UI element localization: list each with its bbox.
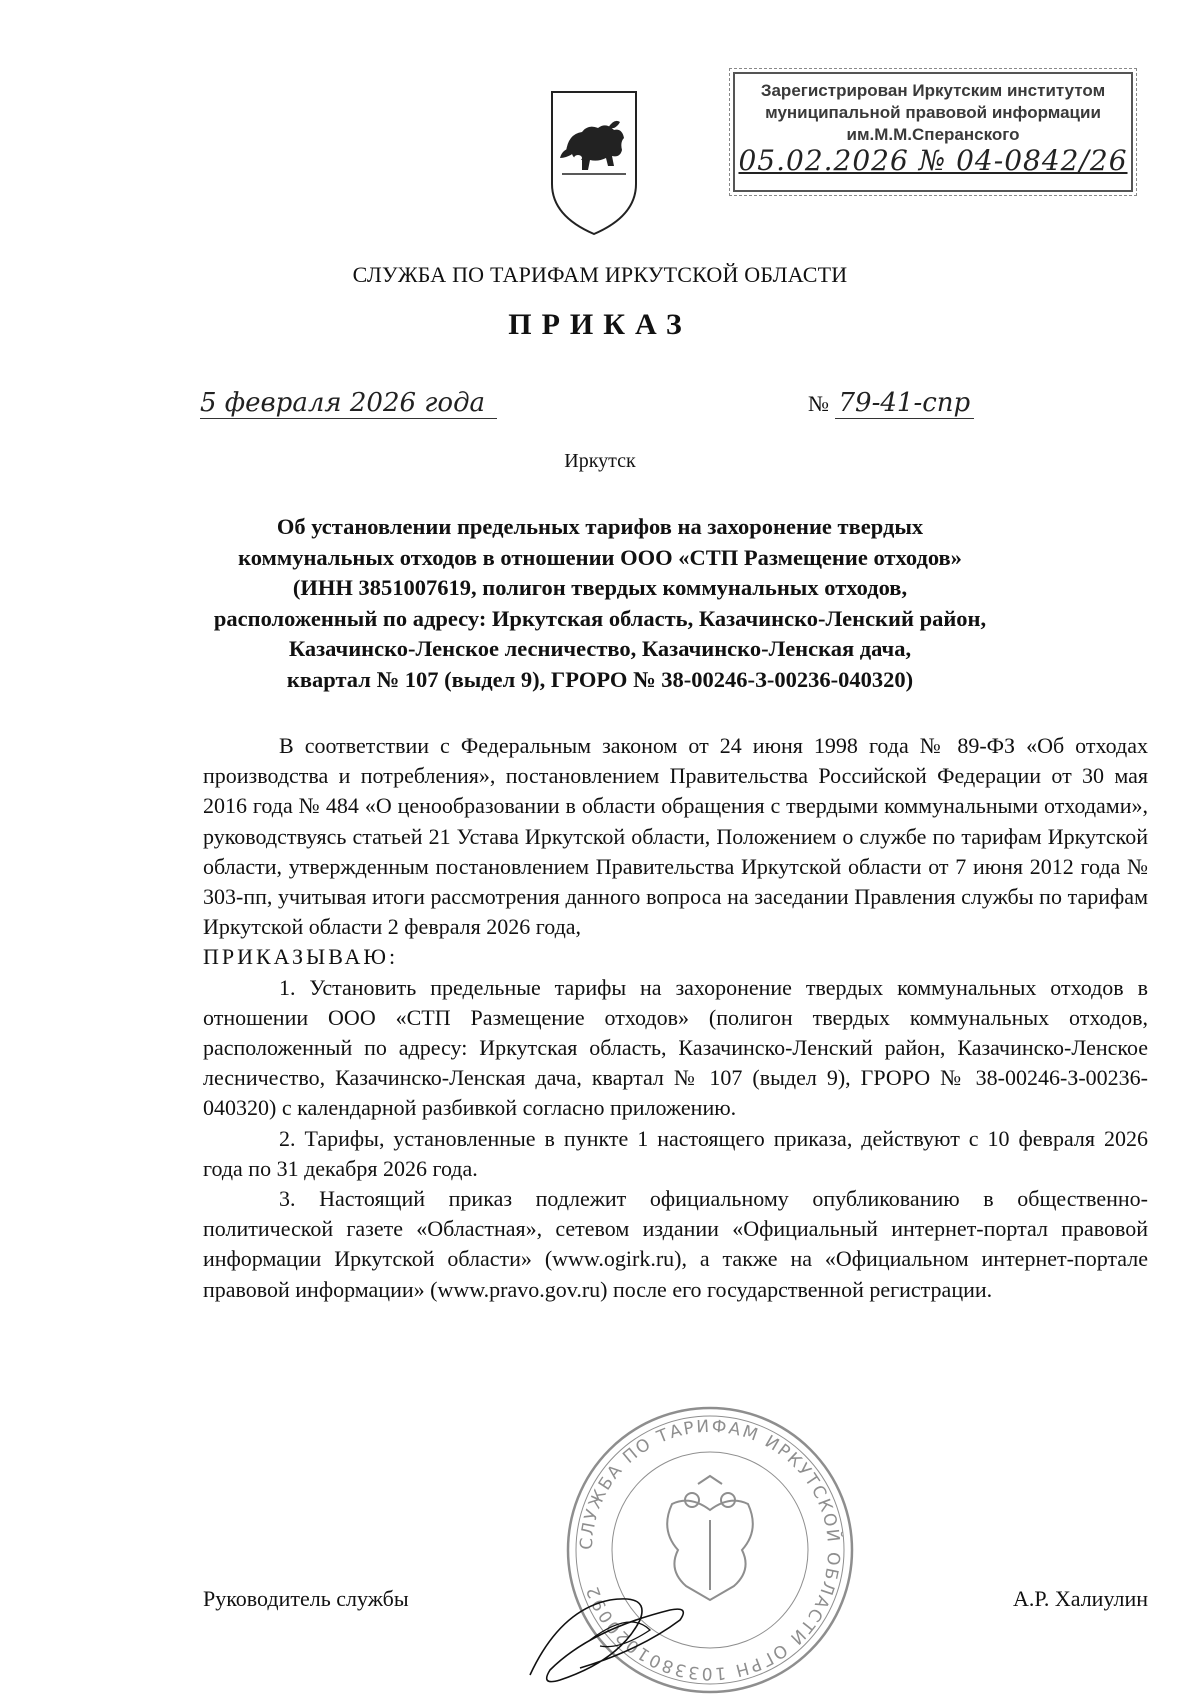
title-line: квартал № 107 (выдел 9), ГРОРО № 38-00246-З-00236-040320) (286, 666, 914, 692)
order-item-1: 1. Установить предельные тарифы на захоронение твердых коммунальных отходов в отношении ООО «СТП Размещение отходов» (полигон твердых коммунальных отходов, расположенный по адресу: Иркутская область, Казачинско-Ленский район, Казачинско-Ленское лесничество, Казачинско-Ленская дача, квартал № 107 (выдел 9), ГРОРО № 38-00246-З-00236-040320) с календарной разбивкой согласно приложению. (203, 974, 1148, 1121)
title-line: коммунальных отходов в отношении ООО «СТП Размещение отходов» (238, 544, 962, 570)
title-line: Об установлении предельных тарифов на захоронение твердых (276, 514, 924, 539)
title-line: (ИНН 3851007619, полигон твердых коммунальных отходов, (292, 575, 908, 600)
title-line: расположенный по адресу: Иркутская область, Казачинско-Ленский район, (213, 605, 987, 631)
handwritten-date: 5 февраля 2026 года (200, 388, 497, 419)
city-name: Иркутск (564, 450, 636, 472)
registration-stamp-line: Зарегистрирован Иркутским институтом (760, 81, 1106, 100)
order-item-3: 3. Настоящий приказ подлежит официальному опубликованию в общественно-политической газете «Областная», сетевом издании «Официальный интернет-портал правовой информации Иркутской области» (www.ogirk.ru), а также на «Официальном интернет-портале правовой информации» (www.pravo.gov.ru) после его государственной регистрации. (203, 1186, 1148, 1302)
registration-stamp (733, 72, 1133, 192)
document-body (203, 731, 1148, 1305)
title-line: Казачинско-Ленское лесничество, Казачинско-Ленская дача, (288, 636, 912, 661)
number-sign: № (808, 391, 829, 416)
registration-stamp-line: муниципальной правовой информации (765, 103, 1101, 122)
agency-name: СЛУЖБА ПО ТАРИФАМ ИРКУТСКОЙ ОБЛАСТИ (352, 262, 848, 287)
document-title (150, 512, 1050, 695)
order-item-2: 2. Тарифы, установленные в пункте 1 настоящего приказа, действуют с 10 февраля 2026 года по 31 декабря 2026 года. (203, 1125, 1148, 1181)
seal-ring-text: СЛУЖБА ПО ТАРИФАМ ИРКУТСКОЙ ОБЛАСТИ ОГРН 1033801020092 (576, 1416, 844, 1684)
registration-handwritten-number: 05.02.2026 № 04-0842/26 (738, 144, 1128, 177)
order-number (808, 388, 974, 418)
coat-of-arms-emblem (548, 88, 640, 238)
signer-role: Руководитель службы (203, 1586, 409, 1611)
document-type-heading: ПРИКАЗ (508, 308, 692, 341)
order-verb: ПРИКАЗЫВАЮ: (203, 944, 399, 970)
registration-stamp-line: им.М.М.Сперанского (846, 125, 1020, 144)
handwritten-order-number: 79-41-спр (835, 388, 975, 419)
preamble-paragraph: В соответствии с Федеральным законом от 24 июня 1998 года № 89-ФЗ «Об отходах производства и потребления», постановлением Правительства Российской Федерации от 30 мая 2016 года № 484 «О ценообразовании в области обращения с твердыми коммунальными отходами», руководствуясь статьей 21 Устава Иркутской области, Положением о службе по тарифам Иркутской области, утвержденным постановлением Правительства Иркутской области от 7 июня 2012 года № 303-пп, учитывая итоги рассмотрения данного вопроса на заседании Правления службы по тарифам Иркутской области 2 февраля 2026 года, (203, 733, 1148, 940)
signer-name: А.Р. Халиулин (1012, 1586, 1148, 1611)
handwritten-signature (520, 1580, 700, 1690)
